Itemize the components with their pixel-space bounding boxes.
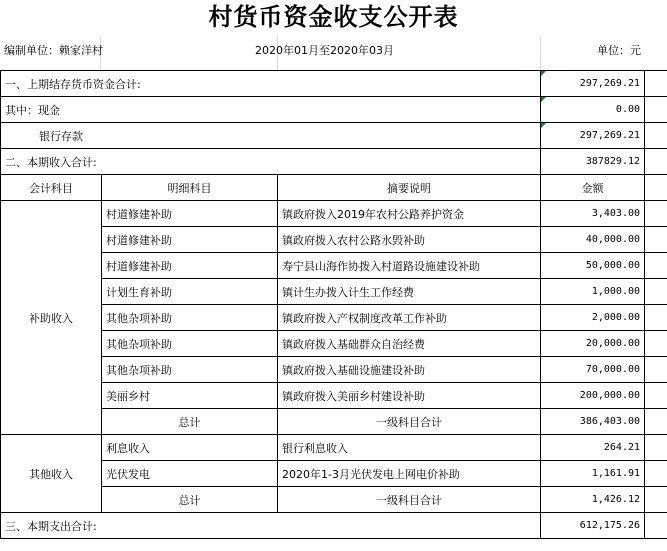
summary-cell[interactable]: 镇政府拨入产权制度改革工作补助 bbox=[278, 305, 541, 331]
spare-cell[interactable] bbox=[645, 279, 667, 305]
detail-cell[interactable]: 美丽乡村 bbox=[102, 383, 278, 409]
amount-cell[interactable]: 20,000.00 bbox=[541, 331, 645, 357]
report-period: 2020年01月至2020年03月 bbox=[255, 44, 394, 57]
spare-cell[interactable] bbox=[645, 435, 667, 461]
prev-balance-value[interactable]: 297,269.21 bbox=[541, 71, 645, 97]
spare-cell[interactable] bbox=[645, 201, 667, 227]
header-detail[interactable]: 明细科目 bbox=[102, 175, 278, 201]
table-row bbox=[1, 149, 667, 175]
spare-cell[interactable] bbox=[645, 149, 667, 175]
header-row bbox=[1, 175, 667, 201]
detail-cell[interactable]: 村道修建补助 bbox=[102, 253, 278, 279]
amount-cell[interactable]: 1,000.00 bbox=[541, 279, 645, 305]
spare-cell[interactable] bbox=[645, 97, 667, 123]
amount-cell[interactable]: 50,000.00 bbox=[541, 253, 645, 279]
spare-cell[interactable] bbox=[645, 331, 667, 357]
grid-line bbox=[540, 36, 541, 70]
spare-cell[interactable] bbox=[645, 227, 667, 253]
subtotal-label[interactable]: 总计 bbox=[102, 487, 278, 513]
detail-cell[interactable]: 其他杂项补助 bbox=[102, 305, 278, 331]
spare-cell[interactable] bbox=[645, 305, 667, 331]
spare-cell[interactable] bbox=[645, 461, 667, 487]
detail-cell[interactable]: 村道修建补助 bbox=[102, 201, 278, 227]
table-row bbox=[1, 97, 667, 123]
header-summary[interactable]: 摘要说明 bbox=[278, 175, 541, 201]
spare-cell[interactable] bbox=[645, 71, 667, 97]
spare-cell[interactable] bbox=[645, 487, 667, 513]
summary-cell[interactable]: 镇政府拨入农村公路水毁补助 bbox=[278, 227, 541, 253]
table-row bbox=[1, 201, 667, 227]
prev-balance-label[interactable]: 一、上期结存货币资金合计: bbox=[1, 71, 541, 97]
summary-cell[interactable]: 镇政府拨入基础群众自治经费 bbox=[278, 331, 541, 357]
amount-cell[interactable]: 2,000.00 bbox=[541, 305, 645, 331]
amount-cell[interactable]: 1,161.91 bbox=[541, 461, 645, 487]
expense-total-label[interactable]: 三、本期支出合计: bbox=[1, 513, 541, 539]
funds-table bbox=[0, 70, 667, 539]
subtotal-label[interactable]: 总计 bbox=[102, 409, 278, 435]
detail-cell[interactable]: 利息收入 bbox=[102, 435, 278, 461]
table-row bbox=[1, 123, 667, 149]
amount-cell[interactable]: 3,403.00 bbox=[541, 201, 645, 227]
bank-value[interactable]: 297,269.21 bbox=[541, 123, 645, 149]
summary-cell[interactable]: 镇政府拨入基础设施建设补助 bbox=[278, 357, 541, 383]
summary-cell[interactable]: 银行利息收入 bbox=[278, 435, 541, 461]
subtotal-summary[interactable]: 一级科目合计 bbox=[278, 409, 541, 435]
cash-label[interactable]: 其中：现金 bbox=[1, 97, 541, 123]
subtotal-amount[interactable]: 1,426.12 bbox=[541, 487, 645, 513]
summary-cell[interactable]: 2020年1-3月光伏发电上网电价补助 bbox=[278, 461, 541, 487]
detail-cell[interactable]: 其他杂项补助 bbox=[102, 357, 278, 383]
spare-cell[interactable] bbox=[645, 383, 667, 409]
table-row bbox=[1, 435, 667, 461]
spare-cell[interactable] bbox=[645, 409, 667, 435]
cash-value[interactable]: 0.00 bbox=[541, 97, 645, 123]
summary-cell[interactable]: 寿宁县山海作协拨入村道路设施建设补助 bbox=[278, 253, 541, 279]
bank-label[interactable]: 银行存款 bbox=[1, 123, 541, 149]
page-title: 村货币资金收支公开表 bbox=[208, 2, 459, 31]
expense-total-value[interactable]: 612,175.26 bbox=[541, 513, 645, 539]
amount-cell[interactable]: 70,000.00 bbox=[541, 357, 645, 383]
summary-cell[interactable]: 镇政府拨入美丽乡村建设补助 bbox=[278, 383, 541, 409]
detail-cell[interactable]: 光伏发电 bbox=[102, 461, 278, 487]
compiling-unit: 编制单位：赖家洋村 bbox=[4, 44, 103, 57]
header-amount[interactable]: 金额 bbox=[541, 175, 645, 201]
table-row bbox=[1, 513, 667, 539]
amount-cell[interactable]: 200,000.00 bbox=[541, 383, 645, 409]
currency-unit: 单位：元 bbox=[597, 44, 641, 57]
subtotal-amount[interactable]: 386,403.00 bbox=[541, 409, 645, 435]
spare-cell[interactable] bbox=[645, 357, 667, 383]
summary-cell[interactable]: 镇计生办拨入计生工作经费 bbox=[278, 279, 541, 305]
spare-cell[interactable] bbox=[645, 513, 667, 539]
detail-cell[interactable]: 村道修建补助 bbox=[102, 227, 278, 253]
category-other[interactable]: 其他收入 bbox=[1, 435, 102, 513]
spare-cell[interactable] bbox=[645, 123, 667, 149]
table-row bbox=[1, 71, 667, 97]
category-subsidy[interactable]: 补助收入 bbox=[1, 201, 102, 435]
amount-cell[interactable]: 264.21 bbox=[541, 435, 645, 461]
detail-cell[interactable]: 其他杂项补助 bbox=[102, 331, 278, 357]
summary-cell[interactable]: 镇政府拨入2019年农村公路养护资金 bbox=[278, 201, 541, 227]
income-total-value[interactable]: 387829.12 bbox=[541, 149, 645, 175]
amount-cell[interactable]: 40,000.00 bbox=[541, 227, 645, 253]
header-account[interactable]: 会计科目 bbox=[1, 175, 102, 201]
spare-cell[interactable] bbox=[645, 253, 667, 279]
subtotal-summary[interactable]: 一级科目合计 bbox=[278, 487, 541, 513]
detail-cell[interactable]: 计划生育补助 bbox=[102, 279, 278, 305]
income-total-label[interactable]: 二、本期收入合计: bbox=[1, 149, 541, 175]
spare-cell[interactable] bbox=[645, 175, 667, 201]
